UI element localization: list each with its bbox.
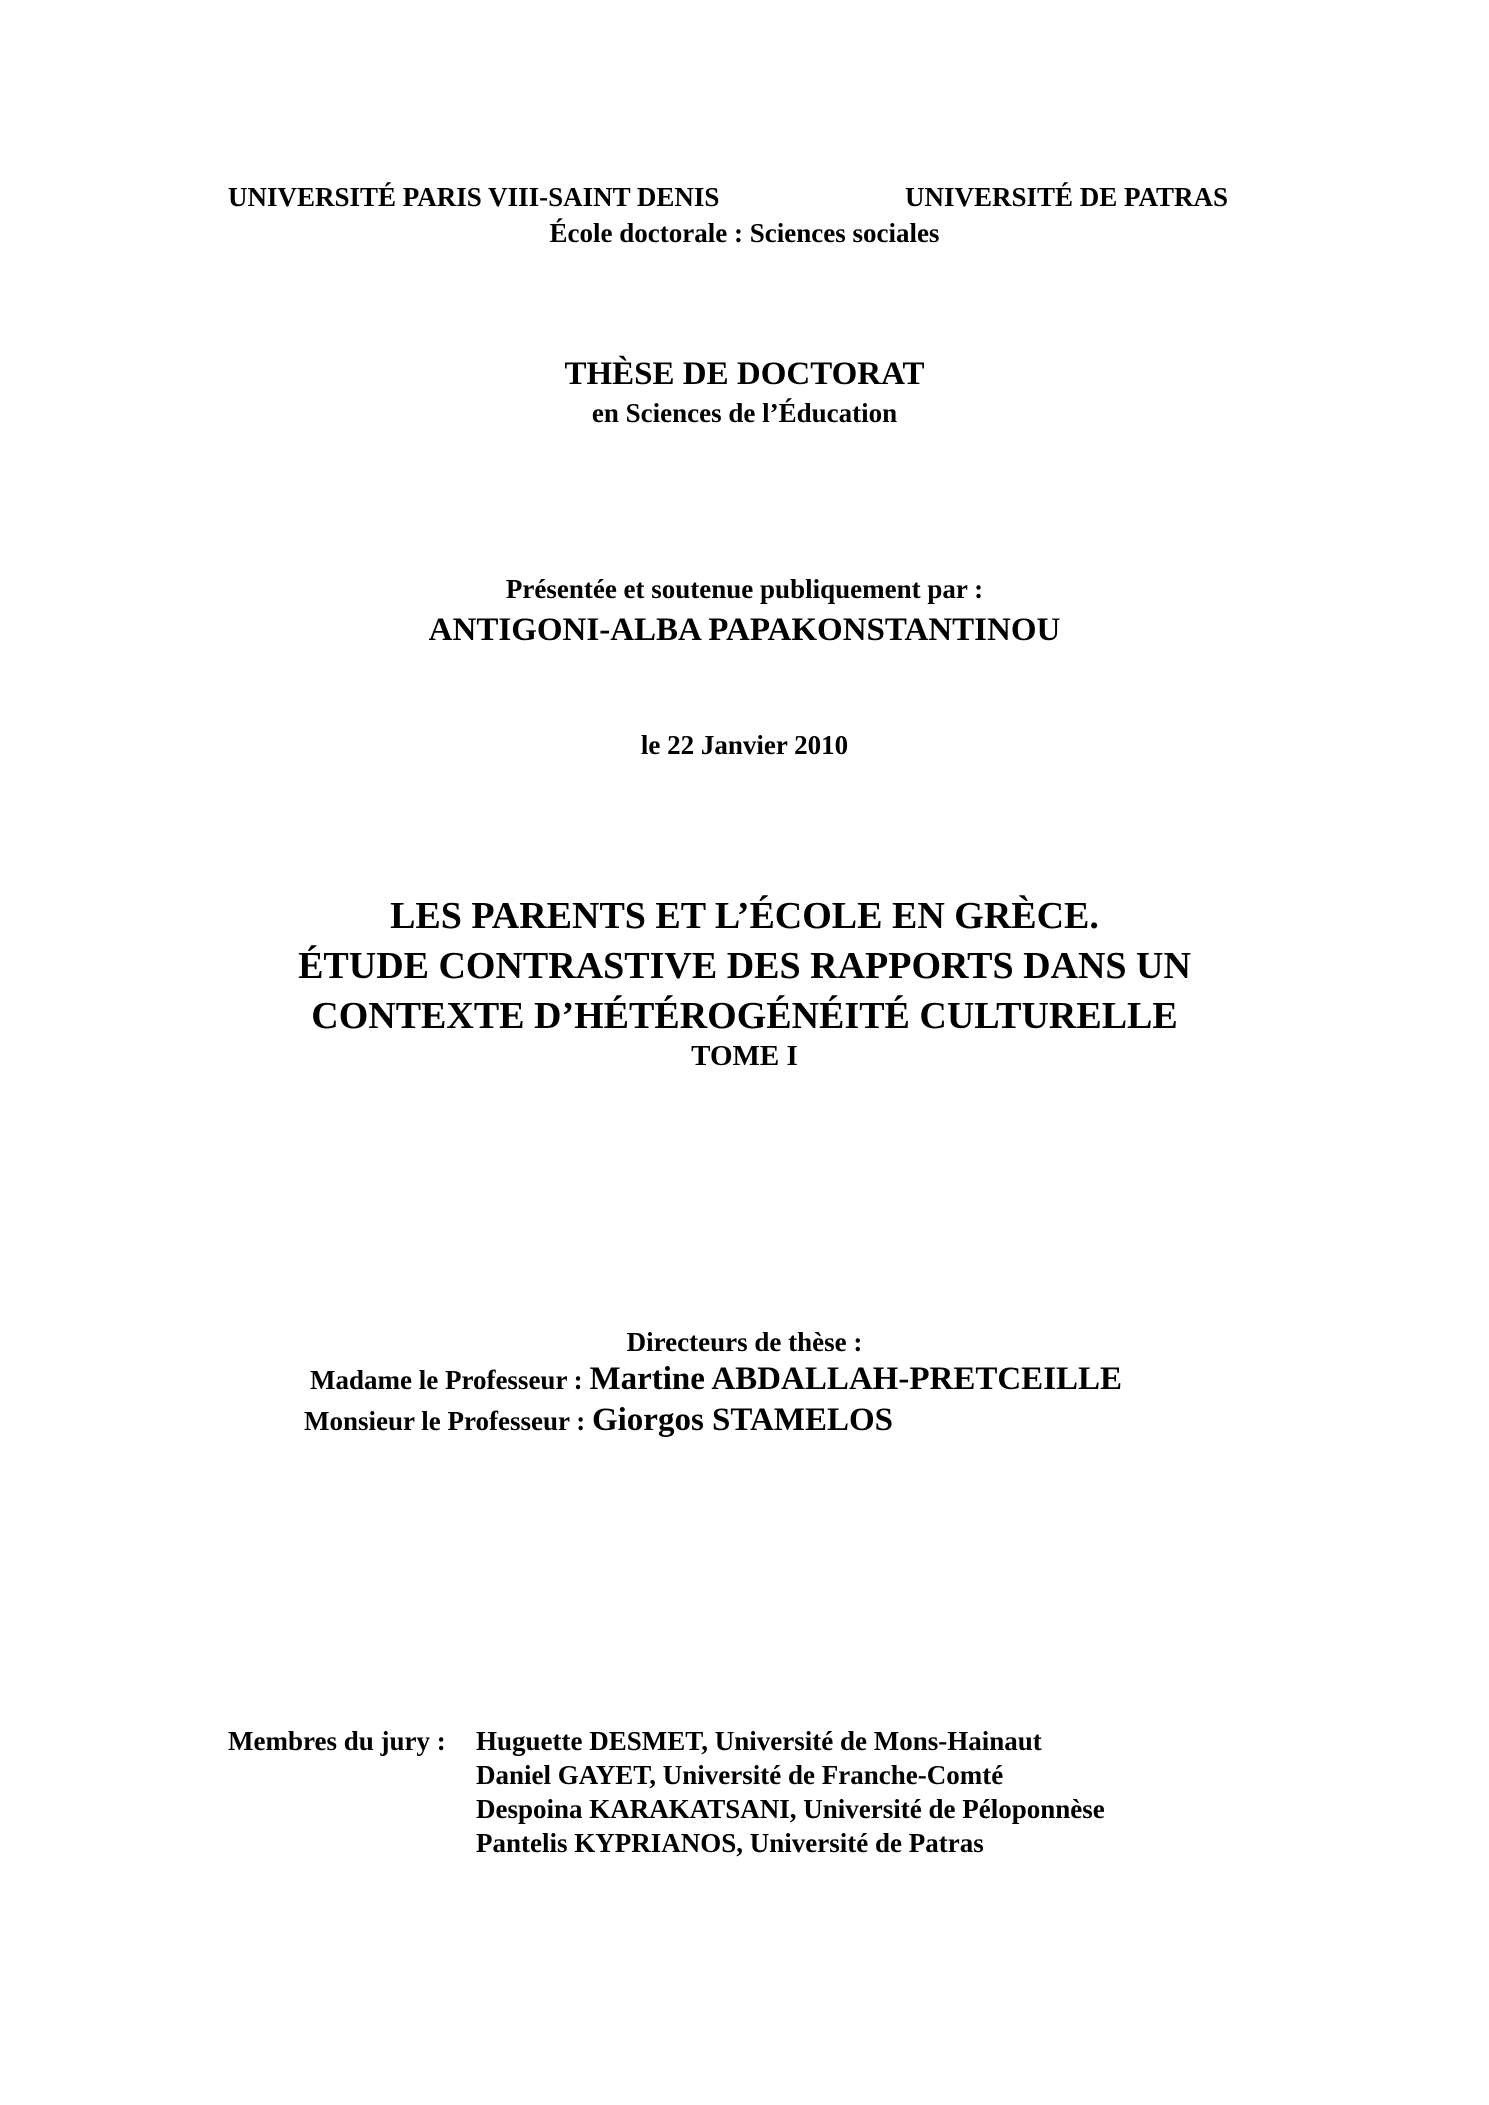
presentation-label: Présentée et soutenue publiquement par : <box>505 574 984 604</box>
university-right: UNIVERSITÉ DE PATRAS <box>905 182 1229 212</box>
jury-label: Membres du jury : <box>228 1726 446 1756</box>
thesis-title-line-1: LES PARENTS ET L’ÉCOLE EN GRÈCE. <box>390 895 1099 937</box>
thesis-type: THÈSE DE DOCTORAT <box>564 356 925 392</box>
director-row <box>304 1402 893 1439</box>
jury-member: Pantelis KYPRIANOS, Université de Patras <box>476 1828 984 1858</box>
author-name: ANTIGONI-ALBA PAPAKONSTANTINOU <box>428 612 1061 648</box>
defense-date: le 22 Janvier 2010 <box>640 730 849 760</box>
director-name: Martine ABDALLAH-PRETCEILLE <box>589 1361 1123 1397</box>
director-row <box>310 1361 1122 1398</box>
director-role: Madame le Professeur : <box>310 1365 583 1395</box>
doctoral-school: École doctorale : Sciences sociales <box>549 218 940 248</box>
jury-member: Daniel GAYET, Université de Franche-Comté <box>476 1760 1004 1790</box>
thesis-field: en Sciences de l’Éducation <box>591 398 898 428</box>
volume-label: TOME I <box>691 1040 798 1072</box>
university-left: UNIVERSITÉ PARIS VIII-SAINT DENIS <box>228 182 720 212</box>
thesis-title-line-3: CONTEXTE D’HÉTÉROGÉNÉITÉ CULTURELLE <box>311 995 1178 1037</box>
jury-member: Despoina KARAKATSANI, Université de Péloponnèse <box>476 1794 1105 1824</box>
thesis-title-line-2: ÉTUDE CONTRASTIVE DES RAPPORTS DANS UN <box>298 945 1191 987</box>
directors-heading: Directeurs de thèse : <box>626 1327 863 1357</box>
director-role: Monsieur le Professeur : <box>304 1406 586 1436</box>
director-name: Giorgos STAMELOS <box>591 1402 893 1438</box>
jury-member: Huguette DESMET, Université de Mons-Hainaut <box>476 1726 1042 1756</box>
